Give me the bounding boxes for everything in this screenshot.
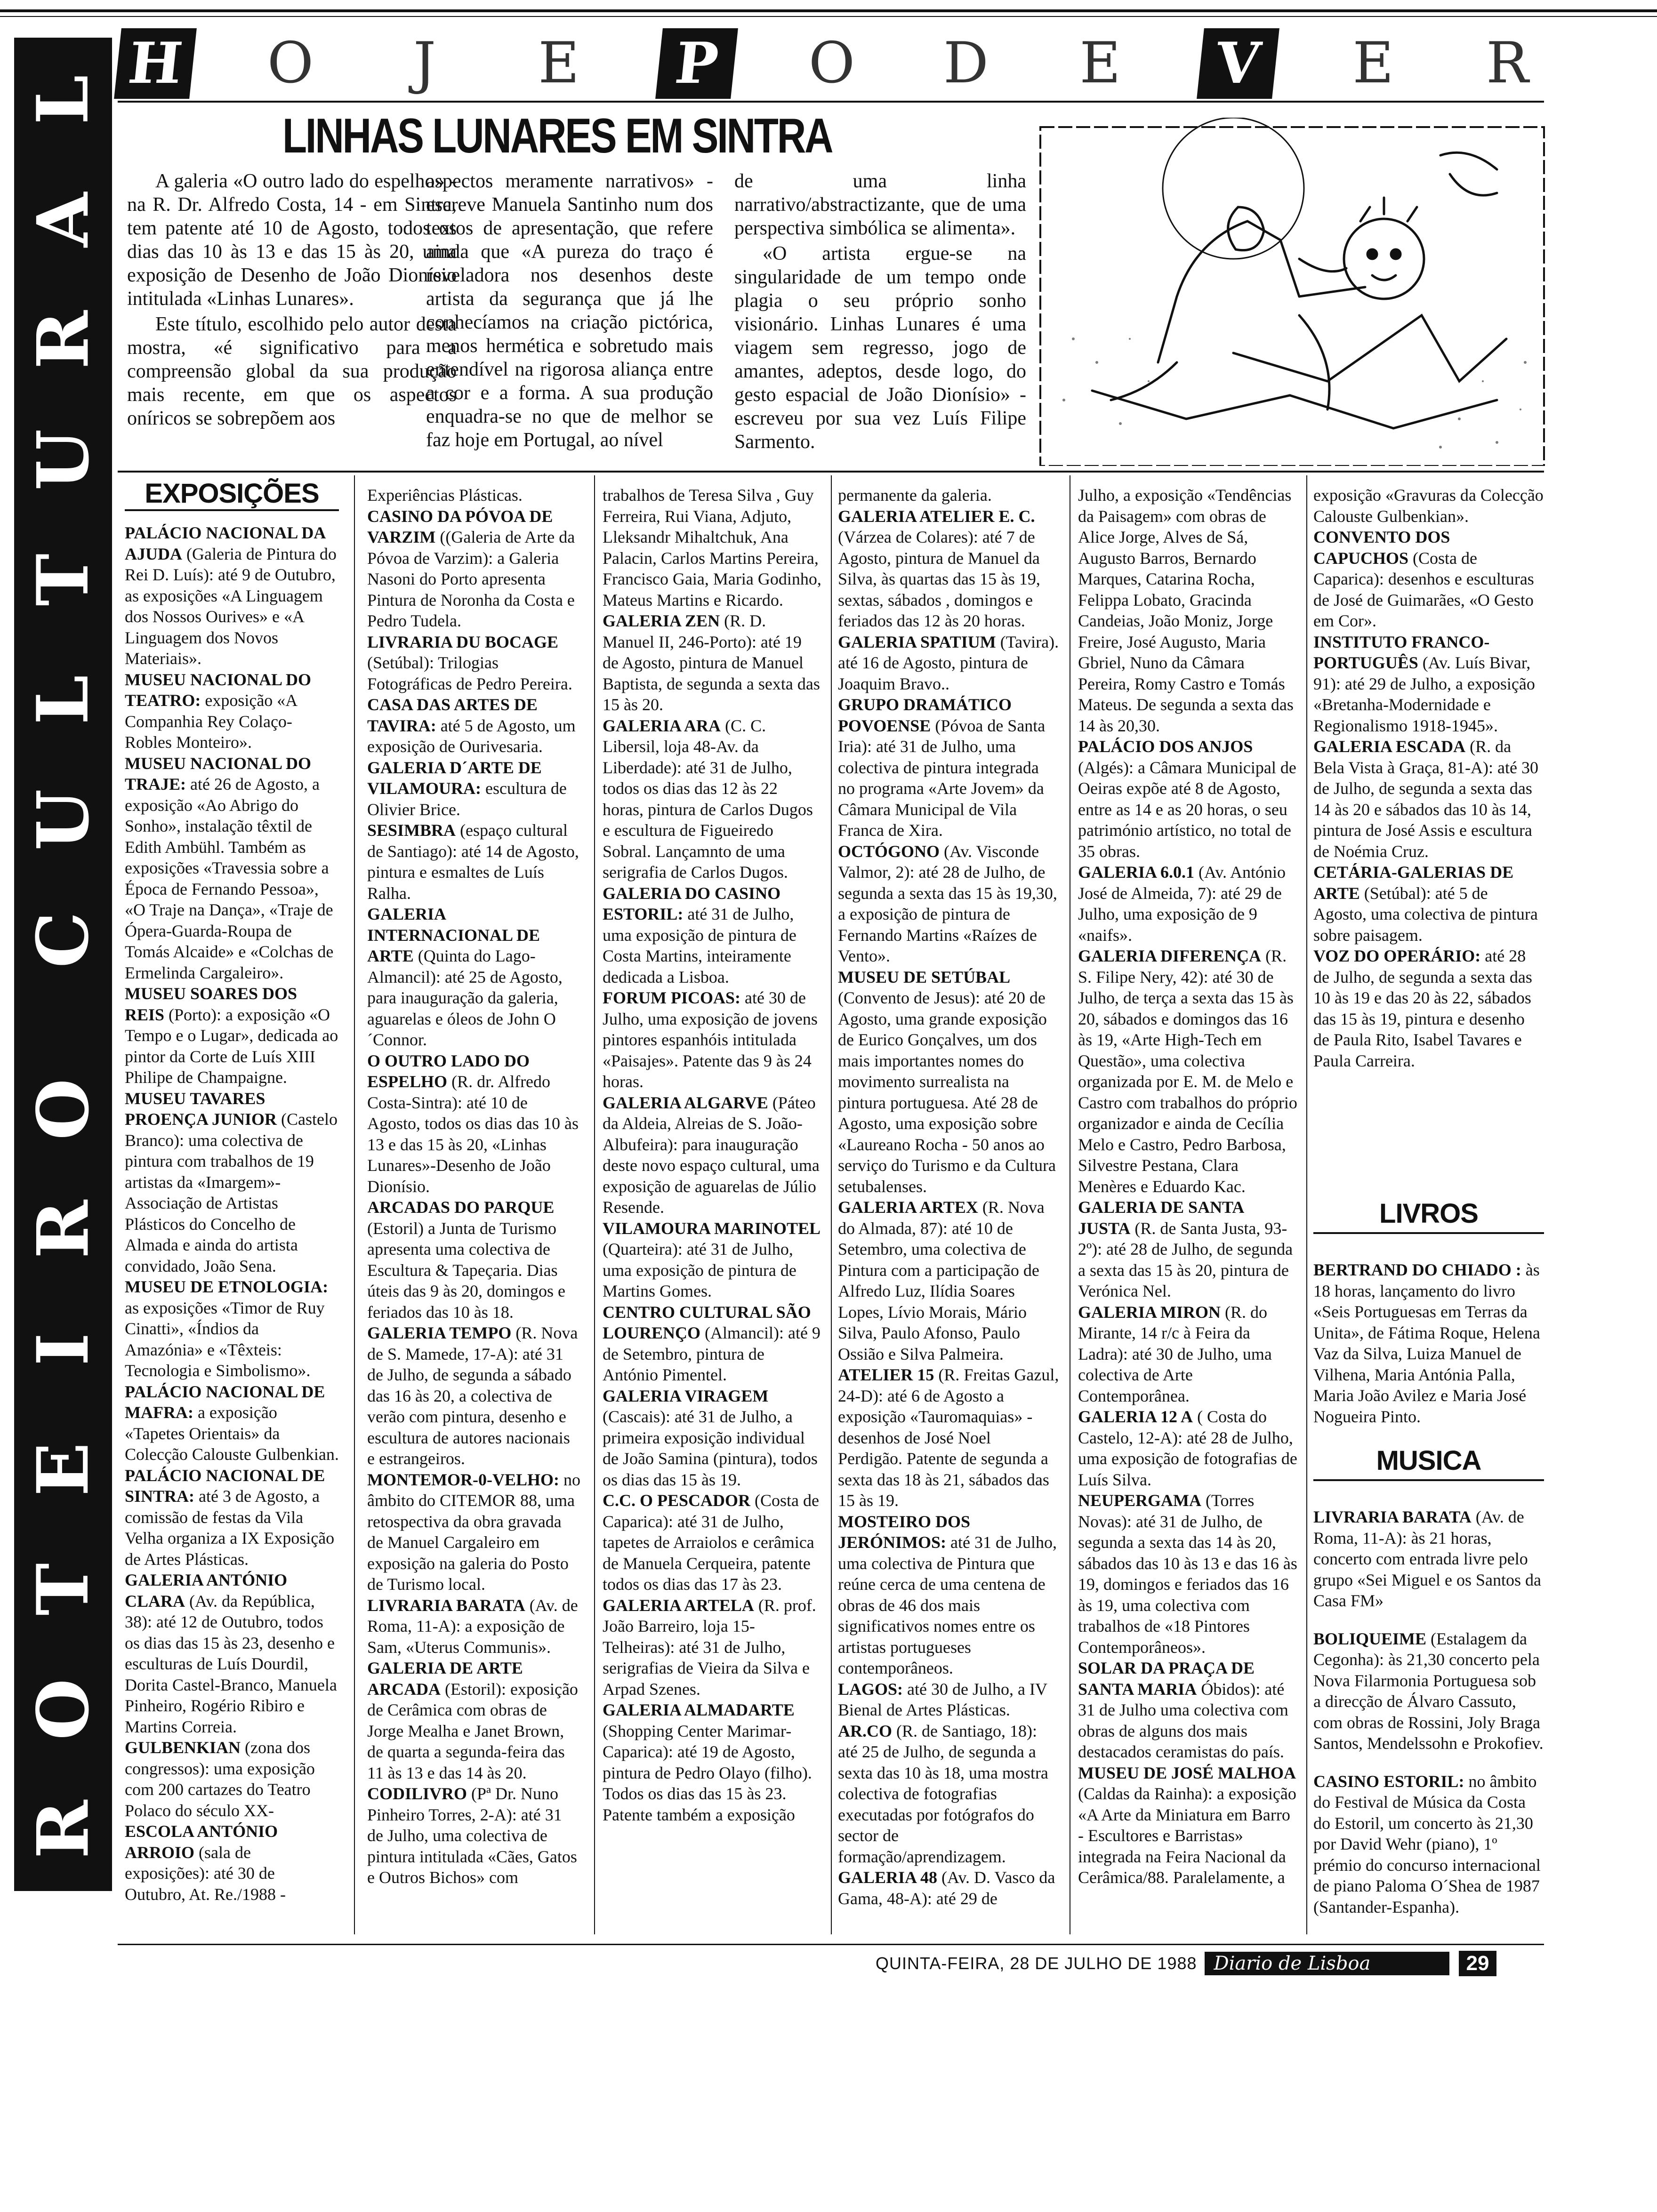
listing-entry (1078, 1406, 1299, 1490)
section-heading-musica: MUSICA (1313, 1445, 1544, 1481)
listing-entry (125, 1381, 339, 1465)
venue-name: MUSEU DE ETNOLOGIA: (125, 1277, 329, 1296)
venue-name: MOSTEIRO DOS JERÓNIMOS: (838, 1512, 971, 1552)
venue-name: CENTRO CULTURAL SÃO LOURENÇO (603, 1302, 811, 1342)
venue-details: até 30 de Julho, uma exposição de jovens pintores espanhóis intitulada «Paisajes». Patente das 9 às 24 horas. (603, 988, 818, 1091)
venue-name: GALERIA DIFERENÇA (1078, 946, 1262, 965)
venue-name: LIVRARIA DU BOCAGE (367, 632, 559, 651)
venue-details: (sala de exposições): até 30 de Outubro, At. Re./1988 - (125, 1843, 286, 1904)
venue-details: ((Galeria de Arte da Póvoa de Varzim): a Galeria Nasoni do Porto apresenta Pintura de Noronha da Costa e Pedro Tudela. (367, 528, 575, 630)
listing-entry (125, 1088, 339, 1277)
listing-entry (603, 1699, 821, 1825)
listing-entry (838, 1364, 1059, 1511)
venue-details: às 18 horas, lançamento do livro «Seis Portuguesas em Terras da Unita», de Fátima Roque, Helena Vaz da Silva, Luiza Manuel de Vilhena, Maria Antónia Palla, Maria João Avilez e Maria José Nogueira Pinto. (1313, 1260, 1540, 1426)
venue-name: GALERIA ANTÓNIO CLARA (125, 1571, 288, 1611)
venue-details: (R. Nova de S. Mamede, 17-A): até 31 de Julho, de segunda a sábado das 16 às 20, a colectiva de verão com pintura, desenho e escultura de autores nacionais e estrangeiros. (367, 1323, 578, 1468)
header-letter: D (943, 31, 992, 96)
venue-details: exposição «A Companhia Rey Colaço-Robles Monteiro». (125, 691, 297, 752)
listing-entry (838, 1197, 1059, 1364)
venue-details: até 26 de Agosto, a exposição «Ao Abrigo do Sonho», instalação têxtil de Edith Ambühl. Também as exposições «Travessia sobre a Época de Fernando Pessoa», «O Traje na Dança», «Traje de Ópera-Guarda-Roupa de Tomás Alcaide» e «Colchas de Ermelinda Cargaleiro». (125, 775, 334, 982)
header-letter: H (114, 28, 197, 99)
listing-entry (1313, 736, 1544, 862)
venue-details: (Póvoa de Santa Iria): até 31 de Julho, uma colectiva de pintura integrada no programa «Arte Jovem» da Câmara Municipal de Vila Franca de Xira. (838, 716, 1046, 840)
venue-details: (R. de Santa Justa, 93-2º): até 28 de Julho, de segunda a sexta das 15 às 20, pintura de Verónica Nel. (1078, 1218, 1293, 1300)
venue-name: OCTÓGONO (838, 842, 940, 861)
listing-entry (367, 757, 581, 820)
venue-details: trabalhos de Teresa Silva , Guy Ferreira, Rui Viana, Adjuto, Lleksandr Mihaltchuk, Ana Palacin, Carlos Martins Pereira, Francisco Gaia, Maria Godinho, Mateus Martins e Ricardo. (603, 486, 821, 609)
article-column-3 (734, 169, 1026, 456)
bottom-rule (118, 1944, 1544, 1945)
venue-name: CASINO ESTORIL: (1313, 1771, 1464, 1791)
listing-entry (1078, 862, 1299, 946)
venue-name: GALERIA 6.0.1 (1078, 863, 1195, 882)
article-paragraph: Este título, escolhido pelo autor desta mostra, «é significativo para a compreensão global da sua produção mais recente, em que os aspectos oníricos se sobrepõem aos (127, 313, 457, 429)
venue-name: MUSEU NACIONAL DO TEATRO: (125, 670, 312, 710)
listing-column-6 (1313, 485, 1544, 1071)
venue-name: INSTITUTO FRANCO-PORTUGUÊS (1313, 632, 1490, 672)
venue-details: (Caldas da Rainha): a exposição «A Arte da Miniatura em Barro - Escultores e Barristas» integrada na Feira Nacional da Cerâmica/88. Paralelamente, a (1078, 1784, 1296, 1887)
venue-name: VOZ DO OPERÁRIO: (1313, 946, 1481, 965)
listing-entry (603, 883, 821, 988)
venue-name: NEUPERGAMA (1078, 1491, 1201, 1510)
venue-name: GALERIA TEMPO (367, 1323, 512, 1342)
banner-letter: U (22, 429, 105, 490)
banner-letter: T (22, 553, 105, 606)
listing-entry (603, 1218, 821, 1302)
listing-entry (603, 987, 821, 1092)
venue-details: (Castelo Branco): uma colectiva de pintura com trabalhos de 19 artistas da «Imargem»-Associação de Artistas Plásticos do Concelho de Almada e ainda do artista convidado, João Sena. (125, 1110, 338, 1275)
venue-name: GALERIA VIRAGEM (603, 1386, 769, 1405)
listing-entry (125, 522, 339, 669)
article-divider (118, 471, 1544, 473)
header-letter: O (267, 31, 317, 96)
venue-name: PALÁCIO NACIONAL DA AJUDA (125, 523, 325, 563)
venue-details: as exposições «Timor de Ruy Cinatti», «Índios da Amazónia» e «Têxteis: Tecnologia e Simbolismo». (125, 1298, 325, 1380)
side-banner (14, 38, 112, 1891)
venue-name: GALERIA 12 A (1078, 1407, 1193, 1426)
listing-entry (1313, 862, 1544, 946)
listing-entry (125, 669, 339, 753)
venue-details: (Av. Luís Bivar, 91): até 29 de Julho, a exposição «Bretanha-Modernidade e Regionalismo 1918-1945». (1313, 653, 1535, 735)
listing-entry (1078, 1763, 1299, 1888)
listing-entry (838, 1511, 1059, 1679)
venue-name: GALERIA D´ARTE DE VILAMOURA: (367, 758, 542, 798)
venue-name: FORUM PICOAS: (603, 988, 740, 1007)
venue-details: ( Costa do Castelo, 12-A): até 28 de Julho, uma exposição de fotografias de Luís Silva. (1078, 1407, 1297, 1489)
venue-name: MONTEMOR-0-VELHO: (367, 1470, 559, 1489)
venue-details: (Costa de Caparica): até 31 de Julho, tapetes de Arraiolos e cerâmica de Manuela Cerqueira, patente todos os dias das 17 às 23. (603, 1491, 819, 1594)
listing-column-1 (125, 522, 339, 1905)
section-header-band (118, 28, 1544, 99)
listing-entry (367, 820, 581, 904)
header-letter: E (538, 31, 582, 96)
listing-column-5 (1078, 485, 1299, 1888)
section-heading-exposicoes: EXPOSIÇÕES (125, 478, 339, 511)
column-divider (831, 475, 832, 1934)
venue-name: VILAMOURA MARINOTEL (603, 1218, 821, 1238)
listing-entry (838, 841, 1059, 967)
banner-letter: R (21, 1200, 105, 1258)
venue-name: C.C. O PESCADOR (603, 1491, 751, 1510)
venue-name: MUSEU TAVARES PROENÇA JUNIOR (125, 1089, 277, 1129)
venue-details: (C. C. Libersil, loja 48-Av. da Liberdade): até 31 de Julho, todos os dias das 12 às 22 horas, pintura de Carlos Dugos e escultura de Figueiredo Sobral. Lançamnto de uma serigrafia de Carlos Dugos. (603, 716, 813, 882)
listing-entry (125, 753, 339, 984)
venue-name: AR.CO (838, 1721, 892, 1740)
venue-details: (Quarteira): até 31 de Julho, uma exposição de pintura de Martins Gomes. (603, 1240, 796, 1300)
column-divider (354, 475, 355, 1934)
venue-details: (Av. Visconde Valmor, 2): até 28 de Julho, de segunda a sexta das 15 às 19,30, a exposição de pintura de Fernando Martins «Raízes de Vento». (838, 842, 1057, 965)
venue-details: (R. de Santiago, 18): até 25 de Julho, de segunda a sexta das 10 às 18, uma mostra colectiva de fotografias executadas por fotógrafos do sector de formação/aprendizagem. (838, 1721, 1048, 1866)
listing-entry (367, 1658, 581, 1783)
venue-name: GALERIA ALMADARTE (603, 1700, 795, 1719)
column-divider (1306, 475, 1307, 1934)
venue-name: MUSEU DE JOSÉ MALHOA (1078, 1763, 1296, 1782)
article-headline: LINHAS LUNARES EM SINTRA (282, 109, 832, 163)
musica-listing (1313, 1490, 1544, 1934)
listing-entry (367, 1595, 581, 1658)
banner-letter: L (22, 74, 105, 125)
listing-entry (838, 967, 1059, 1197)
listing-entry (367, 1050, 581, 1197)
banner-letter: L (22, 674, 105, 725)
listing-entry (1313, 1259, 1544, 1427)
venue-details: até 30 de Julho, a IV Bienal de Artes Plásticas. (838, 1679, 1047, 1719)
venue-name: CASA DAS ARTES DE TAVIRA: (367, 695, 538, 735)
venue-name: GALERIA DE ARTE ARCADA (367, 1659, 523, 1699)
newspaper-masthead: Diario de Lisboa (1205, 1952, 1449, 1975)
venue-details: (R. prof. João Barreiro, loja 15-Telheiras): até 31 de Julho, serigrafias de Vieira da Silva e Arpad Szenes. (603, 1595, 816, 1699)
venue-name: GALERIA INTERNACIONAL DE ARTE (367, 905, 540, 965)
header-letter: V (1197, 28, 1279, 99)
venue-details: até 3 de Agosto, a comissão de festas da Vila Velha organiza a IX Exposição de Artes Plásticas. (125, 1487, 335, 1569)
venue-details: (Shopping Center Marimar-Caparica): até 19 de Agosto, pintura de Pedro Olayo (filho). Todos os dias das 15 às 23. Patente também a exposição (603, 1721, 812, 1824)
column-divider (594, 475, 595, 1934)
listing-entry (1313, 527, 1544, 632)
venue-details: (Várzea de Colares): até 7 de Agosto, pintura de Manuel da Silva, às quartas das 15 às 19, sextas, sábados , domingos e feriados das 12 às 20 horas. (838, 528, 1040, 630)
article-paragraph: aspectos meramente narrativos» - escreve Manuela Santinho num dos textos de apresentação, que refere ainda que «A pureza do traço é reveladora nos desenhos deste artista da segurança que já lhe conhecíamos na criação pictórica, menos hermética e sobretudo mais entendível na rigorosa aliança entre a cor e a forma. A sua produção enquadra-se no que de melhor se faz hoje em Portugal, ao nível (426, 170, 713, 451)
listing-entry (1078, 946, 1299, 1197)
venue-details: (R. do Mirante, 14 r/c à Feira da Ladra): até 30 de Julho, uma colectiva de Arte Contemporânea. (1078, 1302, 1272, 1405)
venue-details: até 31 de Julho, uma exposição de pintura de Costa Martins, inteiramente dedicada a Lisboa. (603, 905, 796, 986)
section-heading-livros: LIVROS (1313, 1198, 1544, 1234)
venue-details: a exposição «Tapetes Orientais» da Colecção Calouste Gulbenkian. (125, 1403, 339, 1464)
venue-name: BERTRAND DO CHIADO : (1313, 1260, 1521, 1279)
listing-entry (367, 694, 581, 757)
listing-entry (367, 1322, 581, 1469)
side-banner-letters (16, 40, 110, 1889)
venue-name: ESCOLA ANTÓNIO ARROIO (125, 1822, 278, 1862)
venue-details: Experiências Plásticas. (367, 486, 523, 505)
venue-name: ATELIER 15 (838, 1365, 934, 1384)
banner-letter: O (21, 1678, 105, 1740)
article-column-1 (127, 169, 457, 432)
article-paragraph: «O artista ergue-se na singularidade de um tempo onde plagia o seu próprio sonho visionário. Linhas Lunares é uma viagem sem regresso, jogo de amantes, adeptos, desde logo, do gesto espacial de João Dionísio» - escreveu por sua vez Luís Filipe Sarmento. (734, 243, 1026, 453)
listing-entry (125, 1276, 339, 1381)
listing-column-3 (603, 485, 821, 1825)
venue-name: PALÁCIO NACIONAL DE MAFRA: (125, 1382, 325, 1422)
venue-details: até 5 de Agosto, um exposição de Ourivesaria. (367, 716, 576, 756)
listing-entry (603, 1386, 821, 1491)
venue-name: GALERIA ZEN (603, 611, 720, 630)
venue-name: MUSEU NACIONAL DO TRAJE: (125, 753, 312, 793)
venue-details: permanente da galeria. (838, 486, 992, 505)
venue-details: (R. dr. Alfredo Costa-Sintra): até 10 de Agosto, todos os dias das 10 às 13 e das 15 às 20, «Linhas Lunares»-Desenho de João Dionísio. (367, 1072, 579, 1196)
venue-name: GALERIA 48 (838, 1868, 938, 1887)
venue-details: (espaço cultural de Santiago): até 14 de Agosto, pintura e esmaltes de Luís Ralha. (367, 821, 579, 903)
venue-name: LIVRARIA BARATA (367, 1595, 525, 1615)
banner-letter: C (21, 911, 105, 968)
venue-name: LAGOS: (838, 1679, 903, 1699)
listing-entry (125, 1821, 339, 1905)
venue-details: escultura de Olivier Brice. (367, 779, 567, 819)
venue-name: MUSEU SOARES DOS REIS (125, 984, 298, 1024)
venue-name: GALERIA ARTELA (603, 1595, 754, 1615)
listing-entry (1078, 1302, 1299, 1407)
listing-entry (1313, 1628, 1544, 1754)
venue-details: (Av. D. Vasco da Gama, 48-A): até 29 de (838, 1868, 1055, 1908)
venue-details: (zona dos congressos): uma exposição com 200 cartazes do Teatro Polaco do século XX- (125, 1738, 315, 1820)
drawing-illustration (1036, 118, 1549, 466)
venue-details: (Estoril) a Junta de Turismo apresenta uma colectiva de Escultura & Tapeçaria. Dias úteis das 9 às 20, domingos e feriados das 10 às 18. (367, 1218, 565, 1322)
venue-details: no âmbito do CITEMOR 88, uma retospectiva da obra gravada de Manuel Cargaleiro em exposição na galeria do Posto de Turismo local. (367, 1470, 580, 1594)
listing-entry (367, 1783, 581, 1888)
banner-letter: A (21, 192, 105, 247)
listing-entry (1313, 946, 1544, 1071)
venue-details: (Costa de Caparica): desenhos e esculturas de José de Guimarães, «O Gesto em Cor». (1313, 548, 1534, 630)
venue-name: GALERIA SPATIUM (838, 632, 996, 651)
venue-name: CETÁRIA-GALERIAS DE ARTE (1313, 863, 1514, 903)
top-rule (0, 9, 1657, 12)
listing-entry (603, 1302, 821, 1386)
venue-name: GRUPO DRAMÁTICO POVOENSE (838, 695, 1012, 735)
page-number: 29 (1459, 1951, 1497, 1976)
venue-name: GALERIA ALGARVE (603, 1093, 768, 1112)
listing-entry (603, 1595, 821, 1700)
livros-listing (1313, 1242, 1544, 1444)
listing-entry (367, 632, 581, 695)
venue-name: CONVENTO DOS CAPUCHOS (1313, 528, 1450, 568)
venue-details: (Estalagem da Cegonha): às 21,30 concerto pela Nova Filarmonia Portuguesa sob a direcção de Álvaro Cassuto, com obras de Rossini, Joly Braga Santos, Mendelssohn e Prokofiev. (1313, 1629, 1544, 1753)
venue-name: O OUTRO LADO DO ESPELHO (367, 1051, 530, 1091)
listing-entry (838, 485, 1059, 506)
listing-entry (1313, 632, 1544, 737)
article-column-2 (426, 169, 713, 454)
venue-name: MUSEU DE SETÚBAL (838, 967, 1011, 986)
listing-entry (838, 506, 1059, 632)
listing-entry (1313, 1771, 1544, 1918)
listing-entry (838, 694, 1059, 841)
listing-entry (1078, 1197, 1299, 1302)
venue-name: GALERIA ARA (603, 716, 721, 735)
listing-entry (838, 1679, 1059, 1721)
venue-details: (R. D. Manuel II, 246-Porto): até 19 de Agosto, pintura de Manuel Baptista, de segunda a sexta das 15 às 20. (603, 611, 820, 714)
listing-entry (1078, 485, 1299, 736)
listing-entry (1313, 485, 1544, 527)
venue-details: (R. S. Filipe Nery, 42): até 30 de Julho, de terça a sexta das 15 às 20, sábados e domingos das 16 às 19, «Arte High-Tech em Questão», uma colectiva organizada por E. M. de Melo e Castro com trabalhos do próprio organizador e ainda de Cecília Melo e Castro, Pedro Barbosa, Silvestre Pestana, Clara Menères e Eduardo Kac. (1078, 946, 1297, 1196)
venue-name: SESIMBRA (367, 821, 456, 840)
listing-entry (367, 1469, 581, 1595)
listing-entry (1078, 736, 1299, 862)
listing-entry (367, 485, 581, 506)
venue-details: (Convento de Jesus): até 20 de Agosto, uma grande exposição de Eurico Gonçalves, um dos mais importantes nomes do movimento surrealista na pintura portuguesa. Até 28 de Agosto, uma exposição sobre «Laureano Rocha - 50 anos ao serviço do Turismo e da Cultura setubalenses. (838, 988, 1056, 1196)
venue-name: BOLIQUEIME (1313, 1629, 1427, 1648)
listing-entry (1078, 1658, 1299, 1763)
listing-entry (603, 610, 821, 715)
listing-entry (367, 1197, 581, 1322)
page-footer (876, 1949, 1544, 1978)
venue-details: até 31 de Julho, uma colectiva de Pintura que reúne cerca de uma centena de obras de 46 dos mais significativos nomes entre os artistas portugueses contemporâneos. (838, 1533, 1057, 1677)
listing-entry (1313, 1507, 1544, 1611)
venue-name: LIVRARIA BARATA (1313, 1507, 1472, 1526)
listing-column-2 (367, 485, 581, 1888)
banner-letter: R (21, 1800, 105, 1859)
listing-column-4 (838, 485, 1059, 1909)
venue-details: até 28 de Julho, de segunda a sexta das 10 às 19 e das 20 às 22, sábados das 15 às 19, pintura e desenho de Paula Rito, Isabel Tavares e Paula Carreira. (1313, 946, 1532, 1070)
venue-details: (Algés): a Câmara Municipal de Oeiras expõe até 8 de Agosto, entre as 14 e as 20 horas, o seu património artístico, no total de 35 obras. (1078, 758, 1296, 861)
venue-details: no âmbito do Festival de Música da Costa do Estoril, um concerto às 21,30 por David Wehr (piano), 1º prémio do concurso internacional de piano Paloma O´Shea de 1987 (Santander-Espanha). (1313, 1771, 1541, 1916)
article-paragraph: A galeria «O outro lado do espelho» - na R. Dr. Alfredo Costa, 14 - em Sintra, tem patente até 10 de Agosto, todos os dias das 10 às 13 e das 15 às 20, uma exposição de Desenho de João Dionísio intitulada «Linhas Lunares». (127, 170, 457, 310)
banner-letter: R (21, 310, 105, 369)
article-paragraph: de uma linha narrativo/abstractizante, que de uma perspectiva simbólica se alimenta». (734, 170, 1026, 239)
listing-entry (1078, 1490, 1299, 1658)
venue-details: (R. da Bela Vista à Graça, 81-A): até 30 de Julho, de segunda a sexta das 14 às 20 e sábados das 10 às 14, pintura de José Assis e escultura de Noémia Cruz. (1313, 737, 1538, 861)
venue-details: (R. Nova do Almada, 87): até 10 de Setembro, uma colectiva de Pintura com a participação de Alfredo Luz, Ilídia Soares Lopes, Lívio Morais, Mário Silva, Paulo Afonso, Paulo Ossião e Silva Palmeira. (838, 1198, 1045, 1363)
venue-name: SOLAR DA PRAÇA DE SANTA MARIA (1078, 1659, 1255, 1699)
venue-details: (Estoril): exposição de Cerâmica com obras de Jorge Mealha e Janet Brown, de quarta a segunda-feira das 11 às 13 e das 14 às 20. (367, 1679, 578, 1782)
venue-name: GALERIA DE SANTA JUSTA (1078, 1198, 1244, 1238)
header-letter: R (1486, 31, 1532, 96)
venue-details: (Setúbal): até 5 de Agosto, uma colectiva de pintura sobre paisagem. (1313, 883, 1538, 945)
venue-name: ARCADAS DO PARQUE (367, 1198, 555, 1217)
venue-name: GULBENKIAN (125, 1738, 241, 1757)
venue-details: (Av. António José de Almeida, 7): até 29 de Julho, uma exposição de 9 «naifs». (1078, 863, 1286, 945)
banner-letter: O (21, 1078, 105, 1140)
venue-details: (Galeria de Pintura do Rei D. Luís): até 9 de Outubro, as exposições «A Linguagem dos Nossos Ourives» e «A Linguagem dos Novos Materiais». (125, 544, 337, 668)
footer-date: QUINTA-FEIRA, 28 DE JULHO DE 1988 (876, 1954, 1197, 1973)
venue-details: (Av. da República, 38): até 12 de Outubro, todos os dias das 15 às 23, desenho e esculturas de Luís Dourdil, Dorita Castel-Branco, Manuela Pinheiro, Rogério Ribiro e Martins Correia. (125, 1591, 337, 1736)
header-letter: J (413, 31, 439, 96)
banner-letter: T (22, 1563, 105, 1616)
venue-name: CASINO DA PÓVOA DE VARZIM (367, 506, 553, 546)
venue-details: Óbidos): até 31 de Julho uma colectiva com obras de alguns dos mais destacados ceramistas do país. (1078, 1679, 1288, 1761)
header-rule (118, 101, 1544, 103)
header-letter: E (1352, 31, 1397, 96)
venue-details: (Quinta do Lago-Almancil): até 25 de Agosto, para inauguração da galeria, aguarelas e óleos de John O´Connor. (367, 946, 563, 1049)
venue-details: (R. Freitas Gazul, 24-D): até 6 de Agosto a exposição «Tauromaquias» - desenhos de José Noel Perdigão. Patente de segunda a sexta das 18 às 21, sábados das 15 às 19. (838, 1365, 1059, 1510)
venue-name: GALERIA ARTEX (838, 1198, 978, 1217)
venue-name: GALERIA ESCADA (1313, 737, 1466, 756)
top-rule-thin (0, 16, 1657, 17)
banner-letter: I (21, 1332, 105, 1366)
listing-entry (125, 1465, 339, 1570)
listing-entry (603, 485, 821, 610)
listing-entry (838, 632, 1059, 695)
listing-entry (367, 904, 581, 1050)
venue-details: (Páteo da Aldeia, Alreias de S. João-Albufeira): para inauguração deste novo espaço cultural, uma exposição de aguarelas de Júlio Resende. (603, 1093, 820, 1217)
listing-entry (125, 1570, 339, 1737)
listing-entry (125, 983, 339, 1088)
listing-entry (603, 715, 821, 883)
venue-details: (Porto): a exposição «O Tempo e o Lugar», dedicada ao pintor da Corte de Luís XIII Philipe de Champaigne. (125, 1005, 338, 1087)
venue-details: (Pª Dr. Nuno Pinheiro Torres, 2-A): até 31 de Julho, uma colectiva de pintura intitulada «Cães, Gatos e Outros Bichos» com (367, 1784, 577, 1887)
listing-entry (838, 1721, 1059, 1867)
header-letter: O (808, 31, 858, 96)
listing-entry (838, 1867, 1059, 1909)
venue-details: exposição «Gravuras da Colecção Calouste Gulbenkian». (1313, 486, 1544, 526)
listing-entry (367, 506, 581, 632)
venue-details: (Cascais): até 31 de Julho, a primeira exposição individual de João Samina (pintura), todos os dias das 15 às 19. (603, 1407, 818, 1489)
header-letter: E (1079, 31, 1124, 96)
venue-name: GALERIA ATELIER E. C. (838, 506, 1035, 526)
venue-name: PALÁCIO DOS ANJOS (1078, 737, 1253, 756)
venue-name: PALÁCIO NACIONAL DE SINTRA: (125, 1466, 325, 1506)
venue-details: (Torres Novas): até 31 de Julho, de segunda a sexta das 14 às 20, sábados das 10 às 13 e das 16 às 19, domingos e feriados das 16 às 19, uma colectiva com trabalhos de «18 Pintores Contemporâneos». (1078, 1491, 1297, 1657)
venue-details: (Av. de Roma, 11-A): a exposição de Sam, «Uterus Communis». (367, 1595, 578, 1657)
venue-details: (Av. de Roma, 11-A): às 21 horas, concerto com entrada livre pelo grupo «Sei Miguel e os Santos da Casa FM» (1313, 1507, 1541, 1610)
venue-details: (Tavira). até 16 de Agosto, pintura de Joaquim Bravo.. (838, 632, 1059, 693)
listing-entry (603, 1092, 821, 1218)
listing-entry (125, 1737, 339, 1821)
venue-name: GALERIA MIRON (1078, 1302, 1221, 1322)
venue-details: Julho, a exposição «Tendências da Paisagem» com obras de Alice Jorge, Alves de Sá, Augusto Barros, Bernardo Marques, Catarina Rocha, Felippa Lobato, Gracinda Candeias, João Moniz, Jorge Freire, José Augusto, Maria Gbriel, Nuno da Câmara Pereira, Romy Castro e Tomás Mateus. De segunda a sexta das 14 às 20,30. (1078, 486, 1294, 735)
venue-details: (Setúbal): Trilogias Fotográficas de Pedro Pereira. (367, 653, 572, 693)
venue-name: CODILIVRO (367, 1784, 467, 1803)
venue-details: (Almancil): até 9 de Setembro, pintura de António Pimentel. (603, 1323, 820, 1384)
listing-entry (603, 1490, 821, 1595)
venue-name: GALERIA DO CASINO ESTORIL: (603, 883, 781, 923)
banner-letter: E (22, 1442, 105, 1496)
header-letter: P (655, 28, 738, 99)
banner-letter: U (22, 789, 105, 850)
